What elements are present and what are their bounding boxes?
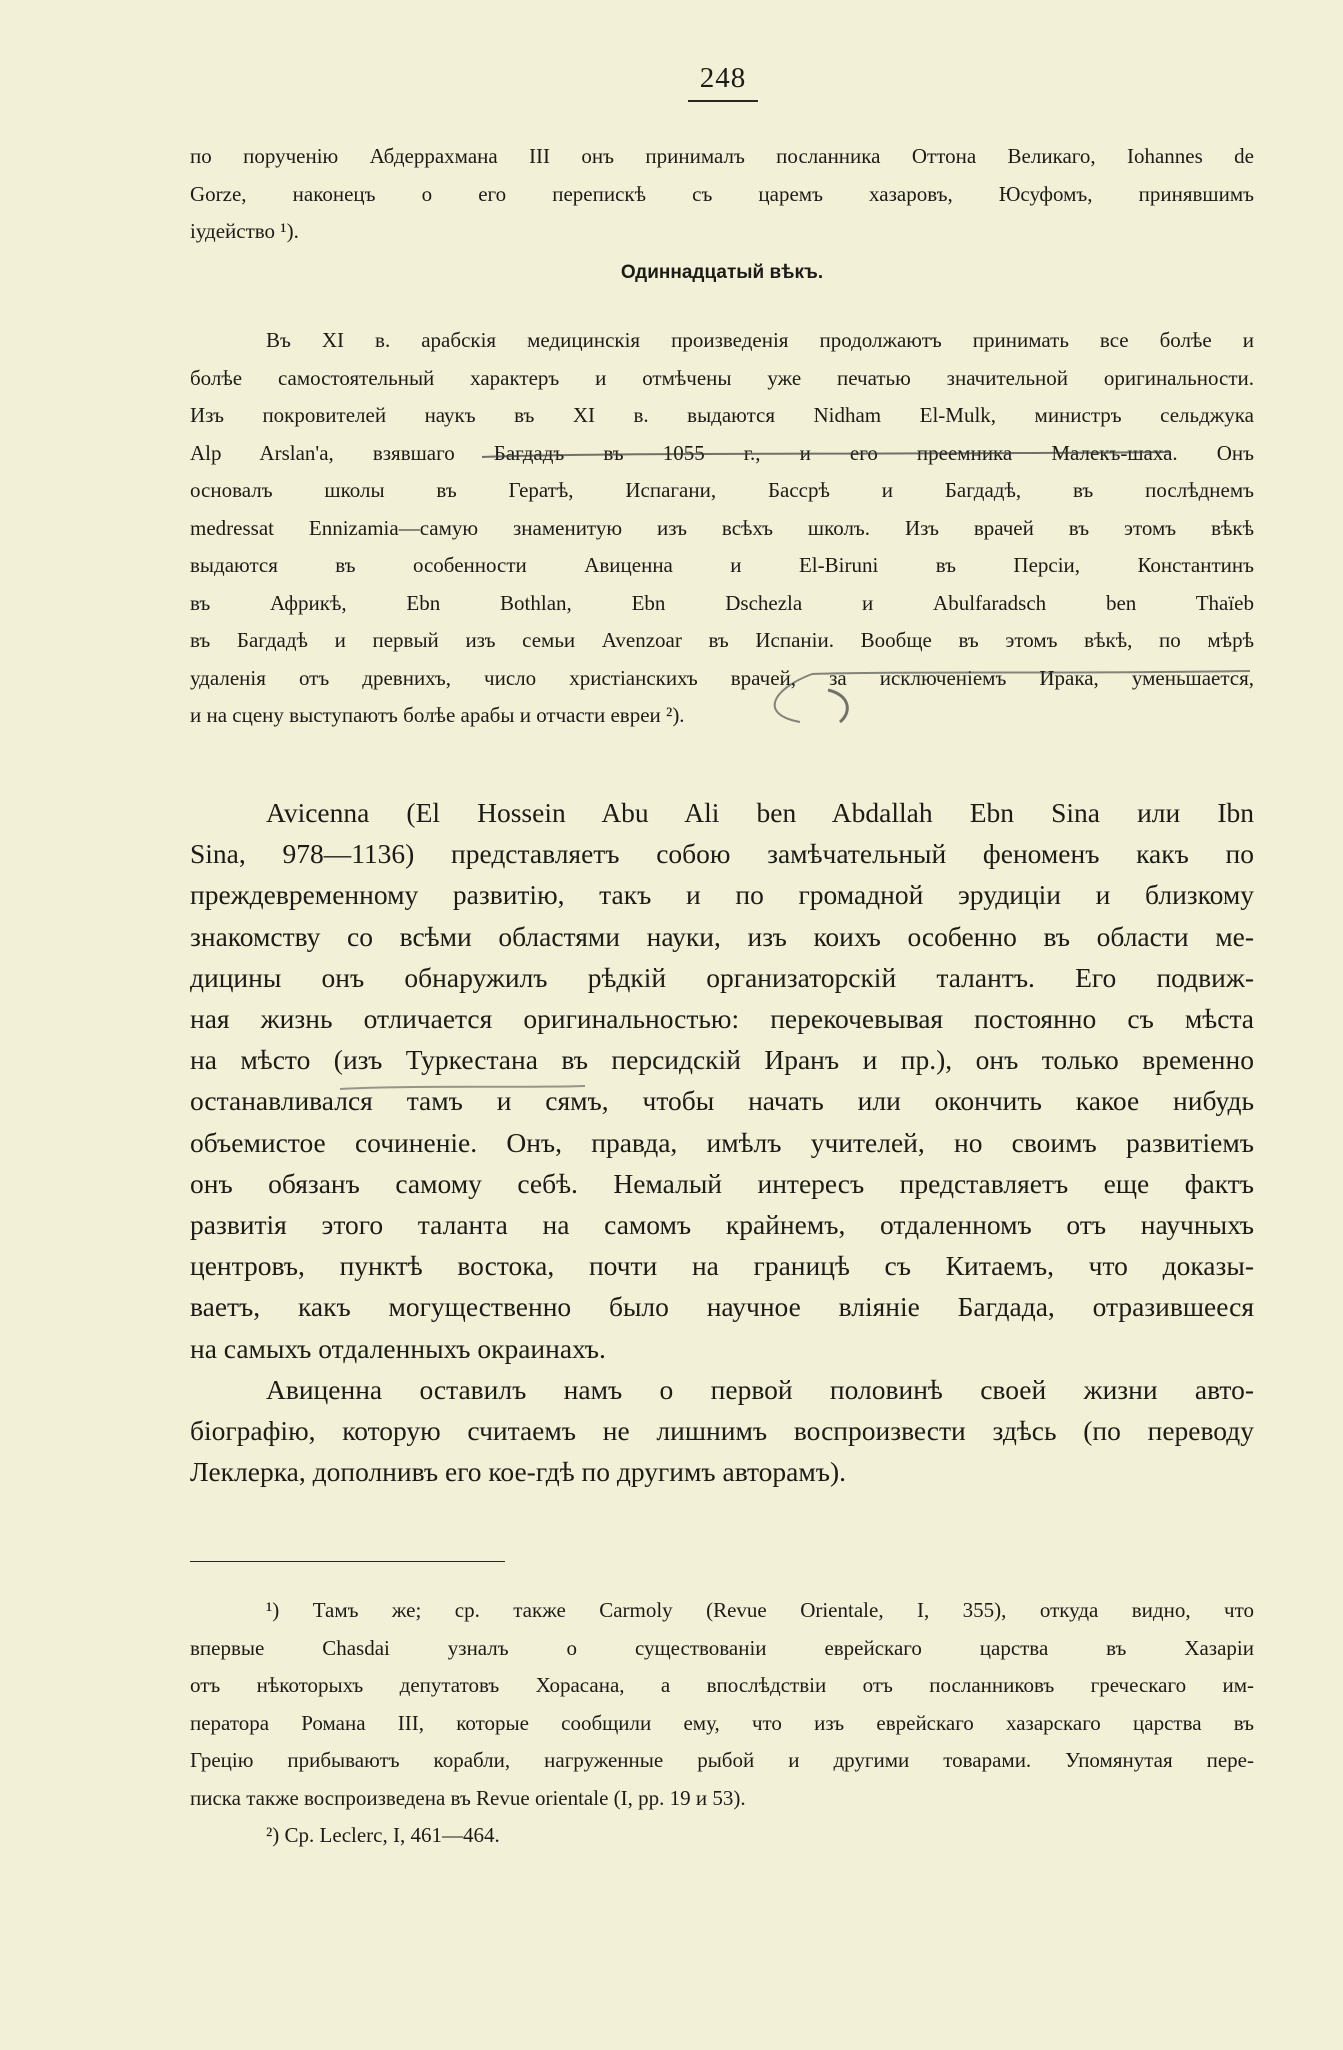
footnote-rule bbox=[190, 1561, 505, 1562]
text-line: Леклерка, дополнивъ его кое-гдѣ по другимъ авторамъ). bbox=[190, 1456, 847, 1488]
text-line: ная жизнь отличается оригинальностью: перекочевывая постоянно съ мѣста bbox=[190, 1003, 1254, 1035]
section-heading: Одиннадцатый вѣкъ. bbox=[620, 262, 824, 283]
footnote-line: ²) Ср. Leclerc, I, 461—464. bbox=[266, 1823, 500, 1847]
page-number: 248 bbox=[699, 62, 747, 94]
footnote-line: впервые Chasdai узналъ о существованіи еврейскаго царства въ Хазаріи bbox=[190, 1635, 1254, 1660]
text-line: по порученію Абдеррахмана III онъ принималъ посланника Оттона Великаго, Iohannes de bbox=[190, 144, 1254, 168]
text-line: Gorze, наконецъ о его перепискѣ съ царемъ хазаровъ, Юсуфомъ, принявшимъ bbox=[190, 181, 1254, 206]
main-paragraph bbox=[190, 792, 1254, 1492]
footnote-line: Грецію прибываютъ корабли, нагруженные рыбой и другими товарами. Упомянутая пере- bbox=[190, 1748, 1254, 1772]
text-line: развитія этого таланта на самомъ крайнемъ, отдаленномъ отъ научныхъ bbox=[190, 1209, 1254, 1241]
text-line: Изъ покровителей наукъ въ XI в. выдаются Nidham El-Mulk, министръ сельджука bbox=[190, 403, 1254, 427]
text-line: Alp Arslan'a, взявшаго Багдадъ въ 1055 г., и его преемника Малекъ-шаха. Онъ bbox=[190, 440, 1254, 465]
text-line: въ Багдадѣ и первый изъ семьи Avenzoar въ Испаніи. Вообще въ этомъ вѣкѣ, по мѣрѣ bbox=[190, 628, 1254, 652]
footnote-line: отъ нѣкоторыхъ депутатовъ Хорасана, а впослѣдствіи отъ посланниковъ греческаго им- bbox=[190, 1673, 1254, 1697]
text-line: medressat Ennizamia—самую знаменитую изъ всѣхъ школъ. Изъ врачей въ этомъ вѣкѣ bbox=[190, 515, 1254, 540]
text-line: удаленія отъ древнихъ, число христіанскихъ врачей, за исключеніемъ Ирака, уменьшается, bbox=[190, 665, 1254, 690]
footnotes bbox=[190, 1592, 1254, 1855]
footnote-line: ¹) Тамъ же; ср. также Carmoly (Revue Orientale, I, 355), откуда видно, что bbox=[266, 1598, 1254, 1622]
text-line: біографію, которую считаемъ не лишнимъ воспроизвести здѣсь (по переводу bbox=[190, 1415, 1254, 1447]
text-line: Въ XI в. арабскія медицинскія произведенія продолжаютъ принимать все болѣе и bbox=[266, 328, 1254, 352]
text-line: центровъ, пунктѣ востока, почти на границѣ съ Китаемъ, что доказы- bbox=[190, 1250, 1254, 1282]
text-line: объемистое сочиненіе. Онъ, правда, имѣлъ учителей, но своимъ развитіемъ bbox=[190, 1126, 1254, 1158]
text-line: на самыхъ отдаленныхъ окраинахъ. bbox=[190, 1332, 606, 1364]
text-line: на мѣсто (изъ Туркестана въ персидскій Иранъ и пр.), онъ только временно bbox=[190, 1044, 1254, 1076]
text-line: Sina, 978—1136) представляетъ собою замѣчательный феноменъ какъ по bbox=[190, 838, 1254, 870]
text-line: ваетъ, какъ могущественно было научное вліяніе Багдада, отразившееся bbox=[190, 1291, 1254, 1323]
text-line: знакомству со всѣми областями науки, изъ коихъ особенно въ области ме- bbox=[190, 920, 1254, 952]
text-line: въ Африкѣ, Ebn Bothlan, Ebn Dschezla и Abulfaradsch ben Thaïeb bbox=[190, 590, 1254, 615]
text-line: выдаются въ особенности Авиценна и El-Biruni въ Персіи, Константинъ bbox=[190, 553, 1254, 577]
text-line: онъ обязанъ самому себѣ. Немалый интересъ представляетъ еще фактъ bbox=[190, 1167, 1254, 1199]
text-line: Avicenna (El Hossein Abu Ali ben Abdallah Ebn Sina или Ibn bbox=[266, 797, 1254, 828]
text-line: болѣе самостоятельный характеръ и отмѣчены уже печатью значительной оригинальности. bbox=[190, 365, 1254, 390]
text-line: преждевременному развитію, такъ и по громадной эрудиціи и близкому bbox=[190, 879, 1254, 911]
text-line: основалъ школы въ Гератѣ, Испагани, Бассрѣ и Багдадѣ, въ послѣднемъ bbox=[190, 478, 1254, 502]
text-line: дицины онъ обнаружилъ рѣдкій организаторскій талантъ. Его подвиж- bbox=[190, 961, 1254, 993]
intro-paragraph bbox=[190, 138, 1254, 251]
text-line: іудейство ¹). bbox=[190, 219, 299, 243]
text-line: Авиценна оставилъ намъ о первой половинѣ своей жизни авто- bbox=[266, 1373, 1254, 1405]
footnote-line: ператора Романа III, которые сообщили ему, что изъ еврейскаго хазарскаго царства въ bbox=[190, 1710, 1254, 1735]
section-paragraph bbox=[190, 322, 1254, 735]
text-line: останавливался тамъ и сямъ, чтобы начать или окончить какое нибудь bbox=[190, 1085, 1254, 1117]
footnote-line: писка также воспроизведена въ Revue orientale (I, pp. 19 и 53). bbox=[190, 1785, 746, 1810]
page-number-underline bbox=[688, 100, 758, 102]
text-line: и на сцену выступаютъ болѣе арабы и отчасти евреи ²). bbox=[190, 703, 685, 727]
